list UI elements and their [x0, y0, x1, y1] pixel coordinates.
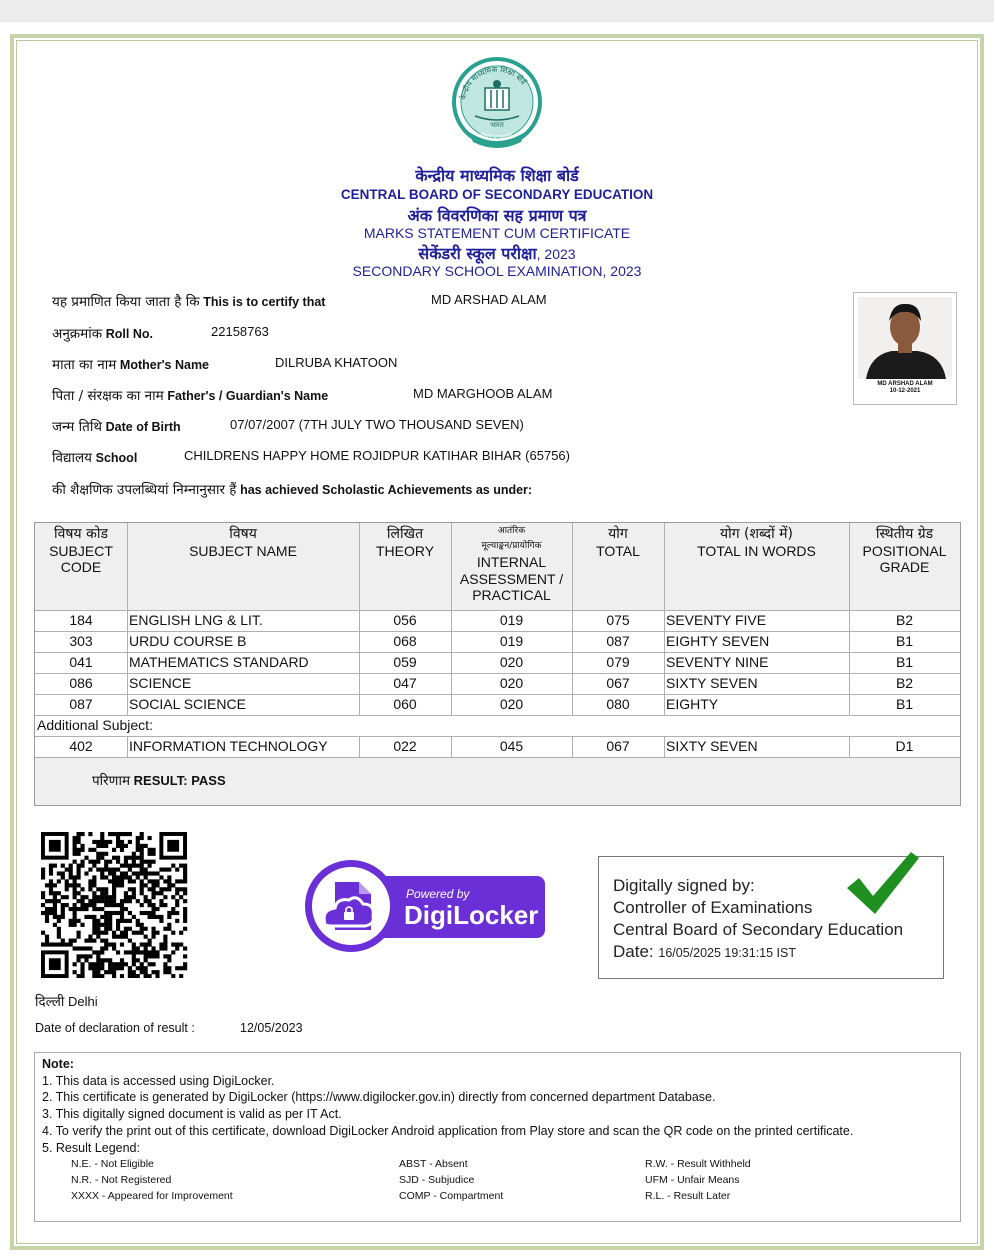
- cell-grade: B2: [895, 675, 914, 691]
- header-internal-assessment: [451, 524, 572, 604]
- cell-subject: MATHEMATICS STANDARD: [129, 654, 309, 670]
- additional-subject-row: [35, 715, 960, 736]
- cell-code: 184: [69, 612, 93, 628]
- school-row: [52, 448, 137, 466]
- signer-organisation: Central Board of Secondary Education: [613, 920, 904, 939]
- header-code-hindi: विषय कोड: [54, 526, 108, 542]
- dob-row: [52, 417, 181, 435]
- photo-caption-date: 10-12-2021: [889, 388, 921, 394]
- notes-title: Note:: [42, 1057, 74, 1071]
- cell-theory: 068: [393, 633, 417, 649]
- header-name-en: SUBJECT NAME: [189, 542, 297, 559]
- certify-row: [52, 292, 325, 310]
- header-words-hindi: योग (शब्दों में): [719, 526, 794, 542]
- exam-name-hindi: सेकेंडरी स्कूल परीक्षा: [418, 244, 537, 263]
- cell-total: 087: [606, 633, 630, 649]
- place-line: [35, 992, 98, 1010]
- header-grade-hindi: स्थितीय ग्रेड: [875, 526, 934, 542]
- note-item: 5. Result Legend:: [42, 1140, 140, 1155]
- roll-number: 22158763: [211, 324, 269, 339]
- father-name: MD MARGHOOB ALAM: [413, 386, 553, 401]
- cell-theory: 060: [393, 696, 417, 712]
- cell-code: 087: [69, 696, 93, 712]
- school-label-english: School: [95, 451, 138, 465]
- table-row: [35, 610, 960, 631]
- note-item: 2. This certificate is generated by DigiLocker (https://www.digilocker.gov.in) directly from concerned department Database.: [42, 1090, 716, 1105]
- achievement-label-english: has achieved Scholastic Achievements as under:: [240, 483, 533, 497]
- exam-year: , 2023: [536, 246, 576, 262]
- school-name: CHILDRENS HAPPY HOME ROJIDPUR KATIHAR BIHAR (65756): [184, 448, 570, 463]
- legend-item: UFM - Unfair Means: [645, 1174, 740, 1187]
- roll-label-hindi: अनुक्रमांक: [52, 326, 103, 342]
- logo-ring-text: केन्द्रीय माध्यमिक शिक्षा बोर्ड: [458, 64, 529, 101]
- cell-words: SEVENTY NINE: [666, 654, 769, 670]
- cell-subject: ENGLISH LNG & LIT.: [129, 612, 263, 628]
- cell-grade: B1: [895, 654, 914, 670]
- cell-internal: 020: [499, 675, 524, 691]
- header-total-en: TOTAL: [596, 542, 640, 559]
- note-item: 3. This digitally signed document is valid as per IT Act.: [42, 1107, 342, 1122]
- cell-words: EIGHTY: [666, 696, 719, 712]
- table-row: [35, 736, 960, 757]
- cell-total: 079: [606, 654, 630, 670]
- cell-subject: INFORMATION TECHNOLOGY: [129, 738, 328, 754]
- photo-caption-name: MD ARSHAD ALAM: [877, 381, 933, 387]
- result-legend: [42, 1156, 953, 1204]
- mother-label-hindi: माता का नाम: [52, 357, 117, 373]
- table-row: [35, 694, 960, 715]
- header-grade-en1: POSITIONAL: [862, 542, 947, 559]
- cell-words: SIXTY SEVEN: [666, 738, 758, 754]
- student-name: MD ARSHAD ALAM: [431, 292, 547, 307]
- board-name-english: CENTRAL BOARD OF SECONDARY EDUCATION: [340, 187, 654, 202]
- legend-item: XXXX - Appeared for Improvement: [71, 1190, 233, 1203]
- achievement-row: [52, 480, 532, 498]
- mother-name: DILRUBA KHATOON: [275, 355, 398, 370]
- cbse-logo: [447, 54, 547, 154]
- header-grade-en2: GRADE: [879, 559, 930, 575]
- header-theory-en: THEORY: [375, 542, 435, 559]
- digilocker-brand: DigiLocker: [404, 900, 539, 930]
- certify-label-english: This is to certify that: [203, 295, 326, 309]
- roll-label-english: Roll No.: [105, 327, 153, 341]
- declaration-label: Date of declaration of result :: [35, 1021, 195, 1035]
- certify-label-hindi: यह प्रमाणित किया जाता है कि: [52, 294, 200, 310]
- cell-internal: 020: [499, 654, 524, 670]
- header-code-en1: SUBJECT: [49, 542, 113, 559]
- cell-subject: SCIENCE: [129, 675, 192, 691]
- result-value: RESULT: PASS: [133, 773, 226, 788]
- cell-theory: 059: [393, 654, 417, 670]
- header-ia-hindi1: आतंरिक: [497, 526, 526, 536]
- cell-grade: D1: [895, 738, 914, 754]
- exam-name-hindi-line: [0, 242, 994, 264]
- result-label-hindi: परिणाम: [92, 773, 131, 789]
- dob-label-english: Date of Birth: [105, 420, 181, 434]
- cell-total: 067: [606, 675, 630, 691]
- cell-words: SEVENTY FIVE: [666, 612, 767, 628]
- note-item: 4. To verify the print out of this certificate, download DigiLocker Android application from Play store and scan the QR code on the printed certificate.: [42, 1123, 854, 1138]
- cell-internal: 019: [499, 633, 524, 649]
- place-english: Delhi: [68, 994, 98, 1009]
- header-subject-code: [35, 526, 127, 576]
- cell-words: EIGHTY SEVEN: [666, 633, 770, 649]
- header-words-en: TOTAL IN WORDS: [697, 542, 816, 559]
- header-theory: [359, 526, 451, 559]
- cell-internal: 019: [499, 612, 524, 628]
- notes-box: [34, 1052, 961, 1222]
- cell-total: 067: [606, 738, 630, 754]
- additional-subject-label: Additional Subject:: [37, 717, 153, 733]
- legend-item: SJD - Subjudice: [399, 1174, 475, 1187]
- digilocker-badge: [303, 858, 547, 954]
- legend-item: N.R. - Not Registered: [71, 1174, 172, 1187]
- cell-code: 041: [69, 654, 93, 670]
- header-grade: [849, 526, 960, 576]
- header-name-hindi: विषय: [229, 526, 257, 542]
- certificate-title-english: MARKS STATEMENT CUM CERTIFICATE: [363, 225, 631, 241]
- checkmark-icon: [843, 848, 923, 920]
- legend-item: ABST - Absent: [399, 1158, 468, 1171]
- mother-row: [52, 355, 209, 373]
- legend-item: R.L. - Result Later: [645, 1190, 731, 1203]
- father-label-english: Father's / Guardian's Name: [167, 389, 329, 403]
- legend-item: COMP - Compartment: [399, 1190, 504, 1203]
- place-hindi: दिल्ली: [35, 994, 65, 1010]
- cell-total: 080: [606, 696, 630, 712]
- father-label-hindi: पिता / संरक्षक का नाम: [52, 388, 164, 404]
- result-line: [92, 771, 226, 789]
- note-item: 1. This data is accessed using DigiLocker.: [42, 1073, 275, 1088]
- certificate-sheet: [0, 22, 994, 1259]
- header-code-en2: CODE: [60, 559, 102, 575]
- signature-date-line: [613, 942, 796, 962]
- cell-internal: 045: [499, 738, 524, 754]
- legend-item: N.E. - Not Eligible: [71, 1158, 154, 1171]
- cell-grade: B1: [895, 696, 914, 712]
- cell-internal: 020: [499, 696, 524, 712]
- legend-item: R.W. - Result Withheld: [645, 1158, 751, 1171]
- logo-bharat-text: भारत: [490, 121, 504, 129]
- cell-total: 075: [606, 612, 630, 628]
- roll-row: [52, 324, 153, 342]
- header-total: [572, 526, 664, 559]
- qr-code[interactable]: [41, 832, 191, 978]
- school-label-hindi: विद्यालय: [52, 450, 92, 466]
- cell-subject: SOCIAL SCIENCE: [129, 696, 246, 712]
- cell-theory: 022: [393, 738, 417, 754]
- cell-code: 086: [69, 675, 93, 691]
- header-ia-hindi2: मूल्याङ्कन/प्रायोगिक: [481, 541, 542, 551]
- mother-label-english: Mother's Name: [119, 358, 210, 372]
- signer-title: Controller of Examinations: [613, 898, 813, 917]
- header-total-words: [664, 526, 849, 559]
- logo-motto-text: असतो मा सद्गमय: [478, 131, 513, 142]
- table-row: [35, 673, 960, 694]
- dob-label-hindi: जन्म तिथि: [52, 419, 102, 435]
- cell-grade: B1: [895, 633, 914, 649]
- student-photo-image: [854, 293, 956, 404]
- table-row: [35, 631, 960, 652]
- cell-code: 303: [69, 633, 93, 649]
- exam-name-english: SECONDARY SCHOOL EXAMINATION, 2023: [352, 263, 642, 279]
- declaration-date: 12/05/2023: [240, 1021, 303, 1035]
- header-total-hindi: योग: [608, 526, 628, 542]
- cell-words: SIXTY SEVEN: [666, 675, 758, 691]
- signature-date-value: 16/05/2025 19:31:15 IST: [658, 946, 796, 960]
- marks-table: [34, 522, 961, 806]
- signature-date-label: Date:: [613, 942, 654, 961]
- cell-grade: B2: [895, 612, 914, 628]
- cell-theory: 047: [393, 675, 417, 691]
- achievement-label-hindi: की शैक्षणिक उपलब्धियां निम्नानुसार हैं: [52, 482, 237, 498]
- table-row: [35, 652, 960, 673]
- cell-subject: URDU COURSE B: [129, 633, 247, 649]
- cell-code: 402: [69, 738, 93, 754]
- digilocker-powered-by: Powered by: [406, 887, 470, 901]
- cell-theory: 056: [393, 612, 417, 628]
- board-name-hindi: केन्द्रीय माध्यमिक शिक्षा बोर्ड: [415, 166, 579, 185]
- signed-by-label: Digitally signed by:: [613, 876, 755, 895]
- header-ia-en1: INTERNAL: [476, 554, 547, 570]
- header-theory-hindi: लिखित: [386, 526, 424, 542]
- header-subject-name: [127, 526, 359, 559]
- certificate-title-hindi: अंक विवरणिका सह प्रमाण पत्र: [407, 206, 587, 225]
- date-of-birth: 07/07/2007 (7TH JULY TWO THOUSAND SEVEN): [230, 417, 524, 432]
- student-photo: [853, 292, 957, 405]
- header-ia-en2: ASSESSMENT /: [459, 570, 564, 587]
- header-ia-en3: PRACTICAL: [472, 587, 551, 603]
- father-row: [52, 386, 328, 404]
